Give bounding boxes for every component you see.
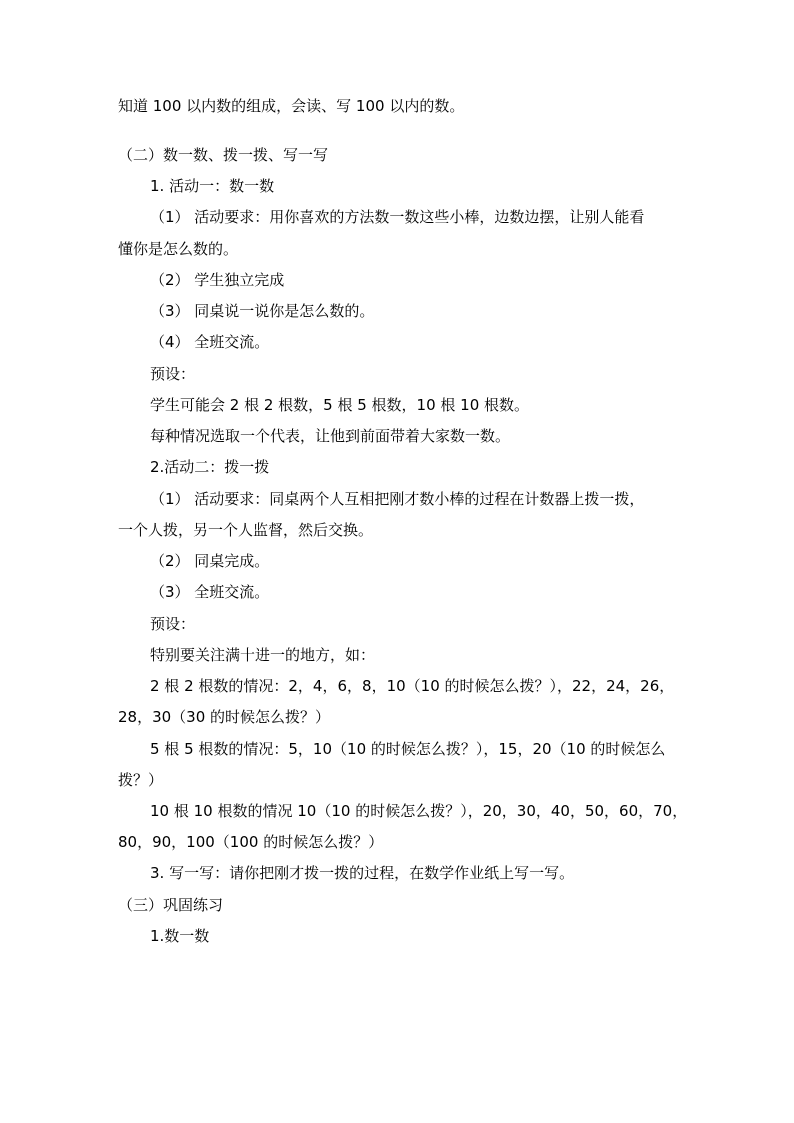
activity-1-item-1-cont: 懂你是怎么数的。 [118,240,239,258]
activity-1-item-4: （4） 全班交流。 [150,333,270,351]
section-heading-2: （二）数一数、拨一拨、写一写 [118,146,329,164]
preset-label-1: 预设： [150,365,196,383]
activity-2-item-1-cont: 一个人拨，另一个人监督，然后交换。 [118,521,374,539]
text-line-goal: 知道 100 以内数的组成，会读、写 100 以内的数。 [118,97,465,115]
section-heading-3: （三）巩固练习 [118,896,224,914]
exercise-1: 1.数一数 [150,927,210,945]
activity-1-item-2: （2） 学生独立完成 [150,271,285,289]
case-by-10-cont: 80，90，100（100 的时候怎么拨？） [118,833,384,851]
case-by-5: 5 根 5 根数的情况：5，10（10 的时候怎么拨？），15，20（10 的时候怎么 [150,740,666,758]
preset-note: 特别要关注满十进一的地方，如： [150,646,376,664]
preset-label-2: 预设： [150,615,196,633]
case-by-5-cont: 拨？） [118,771,164,789]
activity-1-item-1: （1） 活动要求：用你喜欢的方法数一数这些小棒，边数边摆，让别人能看 [150,208,645,226]
activity-2-heading: 2.活动二：拨一拨 [150,458,270,476]
activity-2-item-3: （3） 全班交流。 [150,583,270,601]
preset-text-1: 学生可能会 2 根 2 根数，5 根 5 根数，10 根 10 根数。 [150,396,530,414]
activity-3: 3. 写一写：请你把刚才拨一拨的过程，在数学作业纸上写一写。 [150,864,575,882]
activity-1-item-3: （3） 同桌说一说你是怎么数的。 [150,302,375,320]
activity-2-item-1: （1） 活动要求：同桌两个人互相把刚才数小棒的过程在计数器上拨一拨， [150,490,645,508]
activity-2-item-2: （2） 同桌完成。 [150,552,270,570]
case-by-2-cont: 28，30（30 的时候怎么拨？） [118,708,331,726]
case-by-10: 10 根 10 根数的情况 10（10 的时候怎么拨？），20，30，40，50，60，70， [150,802,688,820]
preset-text-2: 每种情况选取一个代表，让他到前面带着大家数一数。 [150,427,511,445]
case-by-2: 2 根 2 根数的情况：2，4，6，8，10（10 的时候怎么拨？），22，24，26， [150,677,675,695]
activity-1-heading: 1. 活动一：数一数 [150,177,275,195]
